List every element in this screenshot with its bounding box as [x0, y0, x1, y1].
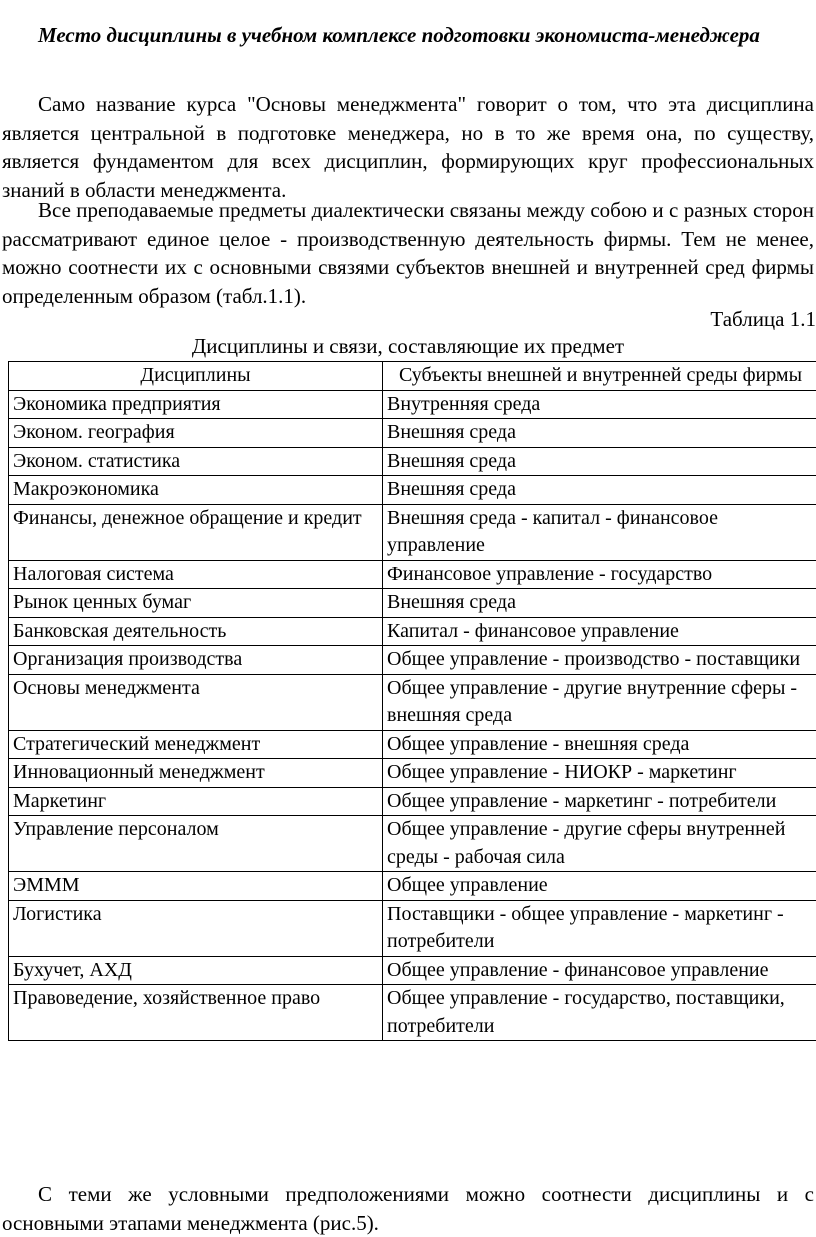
subjects-cell: Внутренняя среда: [383, 390, 816, 419]
table-row: [9, 560, 816, 589]
discipline-cell: Рынок ценных бумаг: [9, 589, 383, 618]
subjects-cell: Внешняя среда: [383, 476, 816, 505]
subjects-cell: Общее управление - маркетинг - потребители: [383, 787, 816, 816]
table-row: [9, 419, 816, 448]
subjects-cell: Внешняя среда: [383, 589, 816, 618]
discipline-cell: Банковская деятельность: [9, 617, 383, 646]
subjects-cell: Капитал - финансовое управление: [383, 617, 816, 646]
discipline-cell: Экономика предприятия: [9, 390, 383, 419]
paragraph-subjects: Все преподаваемые предметы диалектически связаны между собою и с разных сторон рассматривают единое целое - производственную деятельность фирмы. Тем не менее, можно соотнести их с основными связями субъектов внешней и внутренней сред фирмы определенным образом (табл.1.1).: [2, 196, 814, 311]
discipline-cell: Логистика: [9, 900, 383, 956]
table-row: [9, 504, 816, 560]
disciplines-table: [8, 361, 816, 1041]
table-row: [9, 617, 816, 646]
discipline-cell: Управление персоналом: [9, 816, 383, 872]
subjects-cell: Общее управление: [383, 872, 816, 901]
table-row: [9, 816, 816, 872]
header-disciplines: Дисциплины: [9, 362, 383, 391]
table-row: [9, 985, 816, 1041]
discipline-cell: Правоведение, хозяйственное право: [9, 985, 383, 1041]
subjects-cell: Общее управление - государство, поставщики, потребители: [383, 985, 816, 1041]
paragraph-intro: Само название курса "Основы менеджмента" говорит о том, что эта дисциплина является центральной в подготовке менеджера, но в то же время она, по существу, является фундаментом для всех дисциплин, формирующих круг профессиональных знаний в области менеджмента.: [2, 90, 814, 205]
subjects-cell: Поставщики - общее управление - маркетинг - потребители: [383, 900, 816, 956]
table-number: Таблица 1.1: [710, 305, 816, 333]
table-row: [9, 900, 816, 956]
subjects-cell: Общее управление - НИОКР - маркетинг: [383, 759, 816, 788]
subjects-cell: Общее управление - производство - поставщики: [383, 646, 816, 675]
discipline-cell: Макроэкономика: [9, 476, 383, 505]
subjects-cell: Внешняя среда: [383, 447, 816, 476]
table-row: [9, 956, 816, 985]
discipline-cell: Бухучет, АХД: [9, 956, 383, 985]
table-row: [9, 447, 816, 476]
subjects-cell: Общее управление - другие сферы внутренней среды - рабочая сила: [383, 816, 816, 872]
discipline-cell: Организация производства: [9, 646, 383, 675]
table-header-row: [9, 362, 816, 391]
table-row: [9, 730, 816, 759]
table-row: [9, 589, 816, 618]
discipline-cell: Финансы, денежное обращение и кредит: [9, 504, 383, 560]
subjects-cell: Внешняя среда - капитал - финансовое управление: [383, 504, 816, 560]
discipline-cell: Маркетинг: [9, 787, 383, 816]
table-row: [9, 674, 816, 730]
discipline-cell: Основы менеджмента: [9, 674, 383, 730]
discipline-cell: Эконом. география: [9, 419, 383, 448]
table-row: [9, 390, 816, 419]
discipline-cell: Эконом. статистика: [9, 447, 383, 476]
table-row: [9, 872, 816, 901]
discipline-cell: ЭМММ: [9, 872, 383, 901]
header-subjects: Субъекты внешней и внутренней среды фирмы: [383, 362, 816, 391]
subjects-cell: Внешняя среда: [383, 419, 816, 448]
table-row: [9, 787, 816, 816]
table-title: Дисциплины и связи, составляющие их предмет: [0, 332, 816, 360]
paragraph-stages: С теми же условными предположениями можно соотнести дисциплины и с основными этапами менеджмента (рис.5).: [2, 1180, 814, 1237]
section-heading: Место дисциплины в учебном комплексе подготовки экономиста-менеджера: [2, 21, 814, 49]
table-row: [9, 476, 816, 505]
subjects-cell: Общее управление - внешняя среда: [383, 730, 816, 759]
discipline-cell: Налоговая система: [9, 560, 383, 589]
table-row: [9, 646, 816, 675]
subjects-cell: Финансовое управление - государство: [383, 560, 816, 589]
discipline-cell: Инновационный менеджмент: [9, 759, 383, 788]
subjects-cell: Общее управление - другие внутренние сферы - внешняя среда: [383, 674, 816, 730]
table-row: [9, 759, 816, 788]
discipline-cell: Стратегический менеджмент: [9, 730, 383, 759]
subjects-cell: Общее управление - финансовое управление: [383, 956, 816, 985]
